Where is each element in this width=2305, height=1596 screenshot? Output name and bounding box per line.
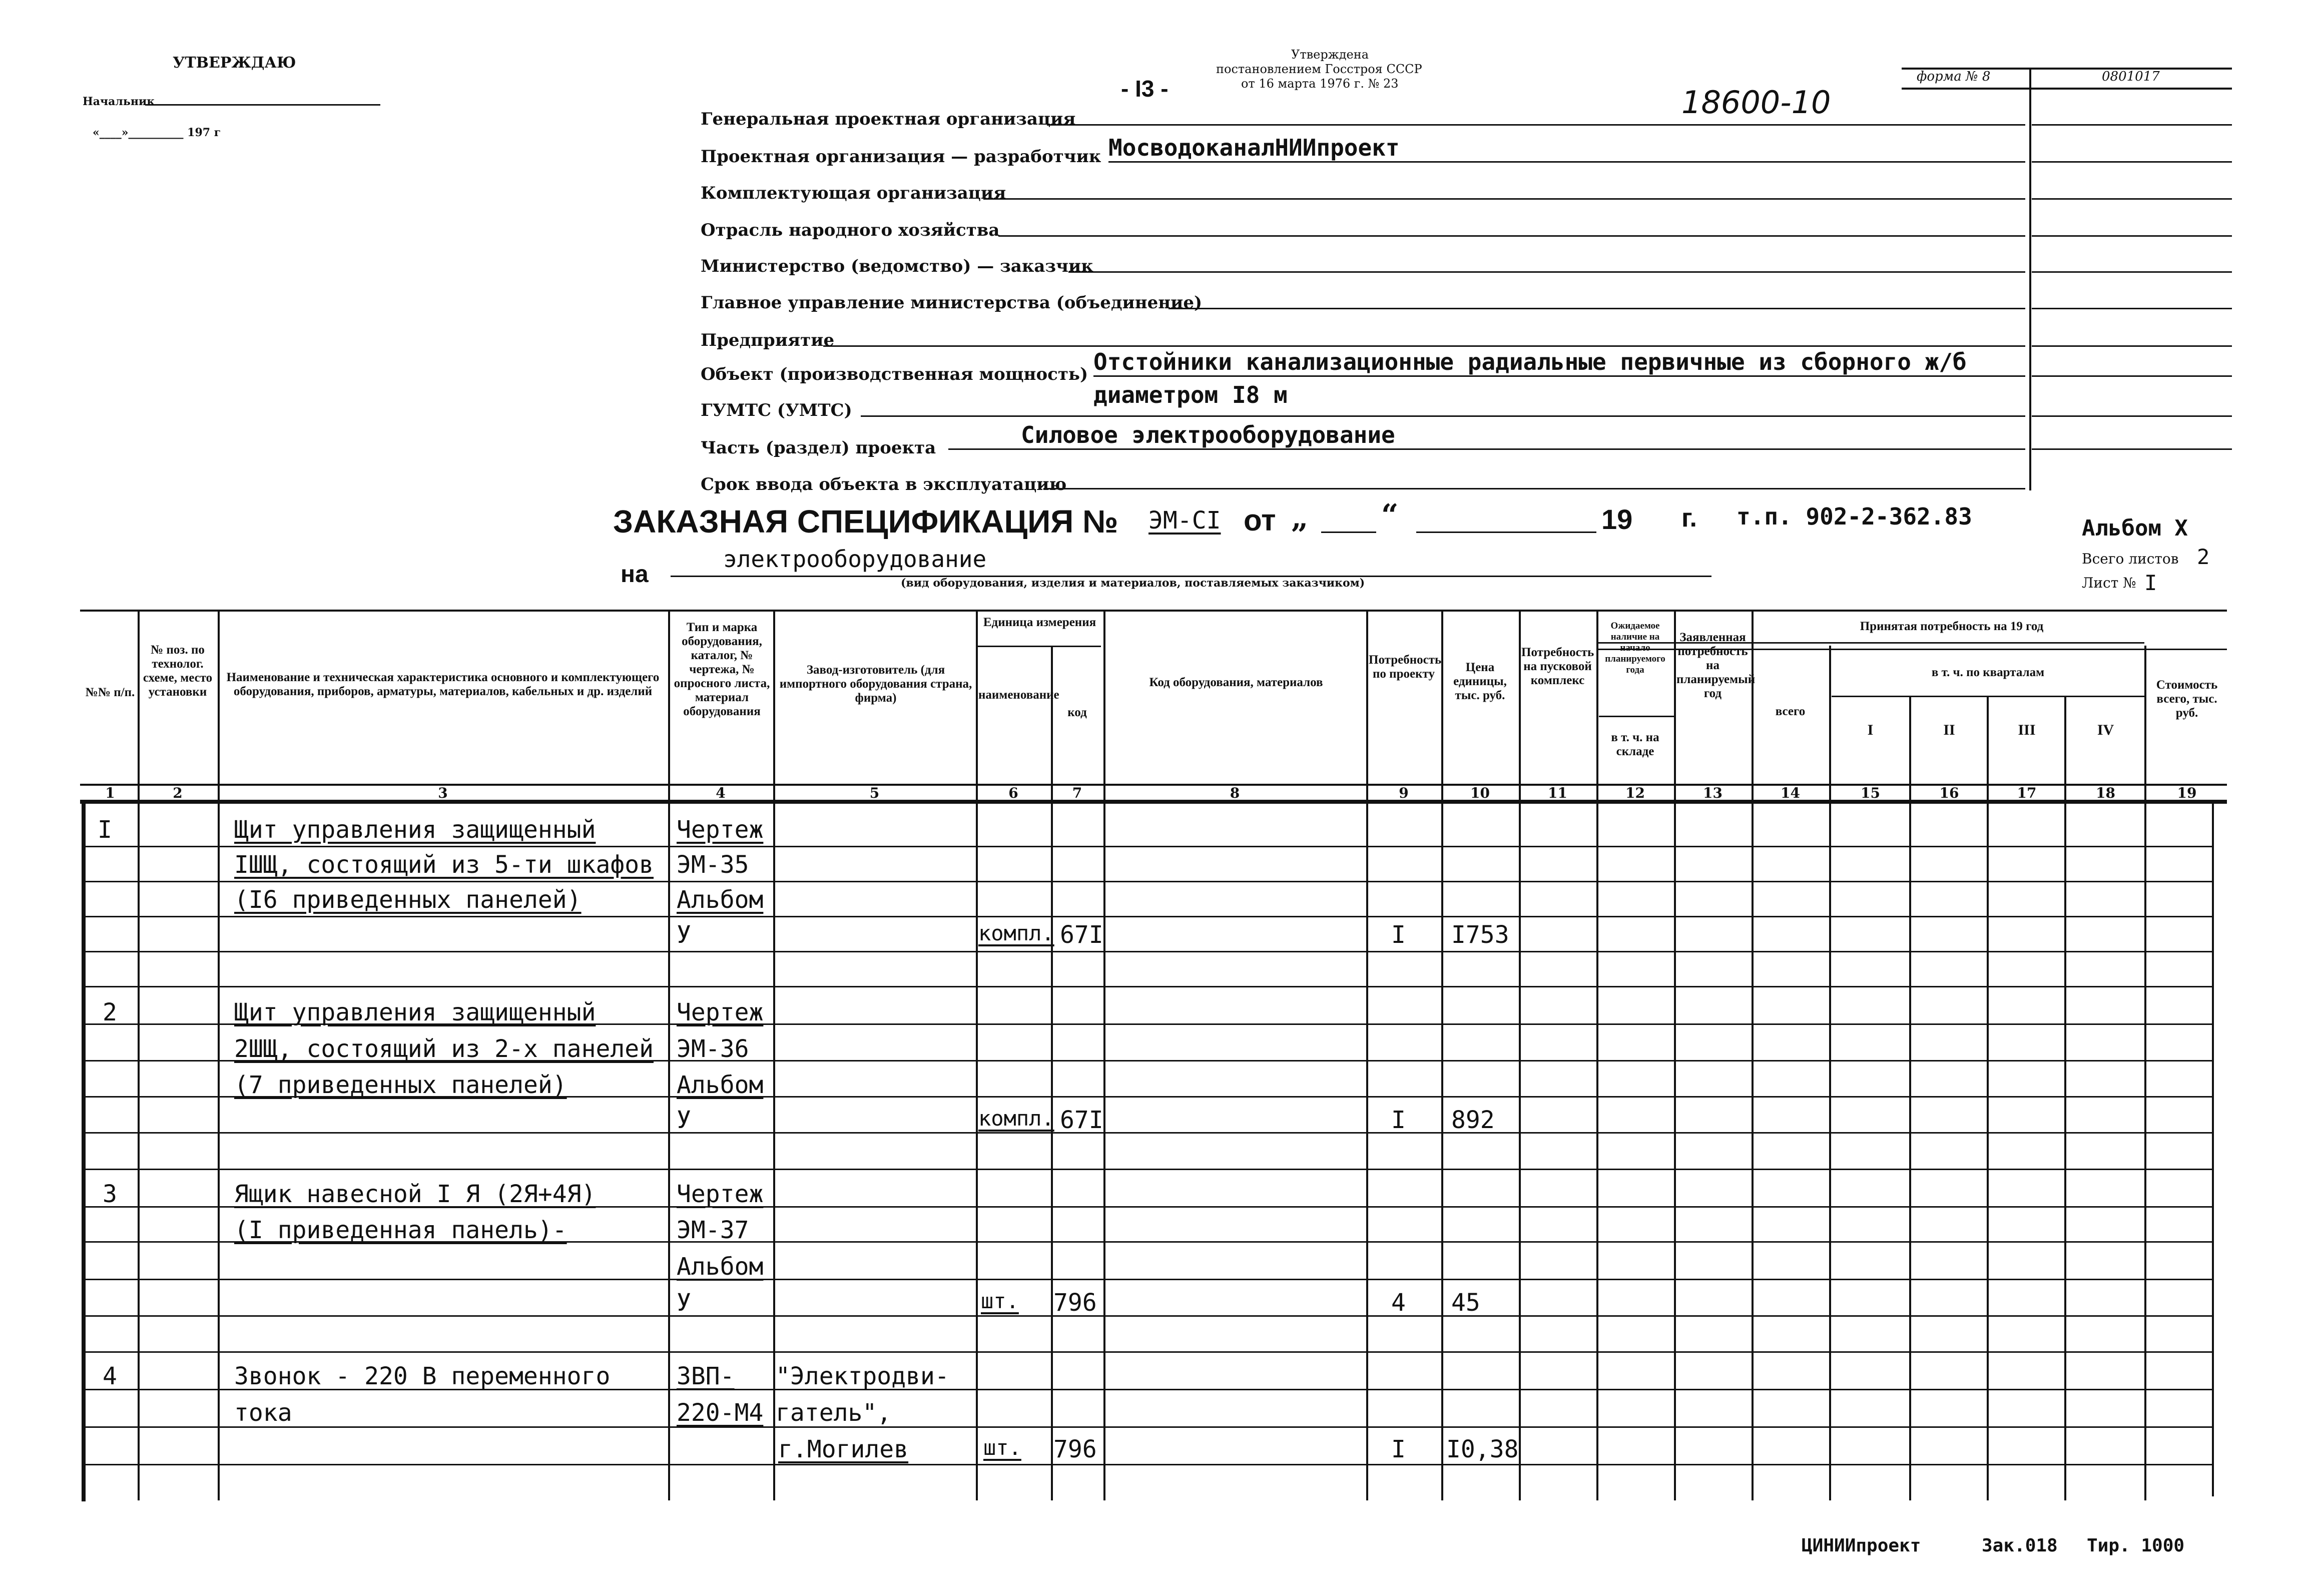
row-type-line: ЭМ-37 bbox=[677, 1216, 749, 1244]
header-c12: Ожидаемое наличие на начало планируемого года bbox=[1605, 621, 1665, 675]
row-unit-code: 67I bbox=[1060, 921, 1103, 949]
spec-month-line bbox=[1416, 531, 1596, 533]
spec-from: от bbox=[1244, 503, 1276, 537]
col-sep bbox=[218, 610, 220, 1500]
field-line bbox=[1043, 488, 2025, 489]
sheet-value: I bbox=[2144, 571, 2157, 595]
row-line bbox=[83, 986, 2212, 987]
colnum: 10 bbox=[1470, 785, 1490, 801]
row-price: 892 bbox=[1451, 1106, 1495, 1134]
row-type-line: Чертеж bbox=[677, 816, 764, 844]
field-value-project-part: Силовое электрооборудование bbox=[1021, 421, 1395, 448]
row-type-line: Альбом bbox=[677, 1071, 764, 1099]
row-line bbox=[83, 951, 2212, 952]
row-name-line: Щит управления защищенный bbox=[234, 998, 596, 1026]
field-value-object: Отстойники канализационные радиальные первичные из сборного ж/б bbox=[1093, 348, 1967, 375]
row-type-line: Чертеж bbox=[677, 998, 764, 1026]
field-label-complect-org: Комплектующая организация bbox=[701, 183, 1006, 203]
row-unit: компл. bbox=[978, 921, 1054, 945]
field-label-developer: Проектная организация — разработчик bbox=[701, 147, 1101, 167]
header-c8: Код оборудования, материалов bbox=[1149, 676, 1323, 689]
row-maker-line: гатель", bbox=[776, 1399, 892, 1427]
row-name-line: Ящик навесной I Я (2Я+4Я) bbox=[234, 1180, 596, 1208]
row-name-line: Звонок - 220 В переменного bbox=[234, 1362, 611, 1390]
row-line bbox=[83, 1169, 2212, 1170]
row-num: 2 bbox=[103, 998, 117, 1026]
right-line bbox=[2032, 161, 2232, 163]
unit-group-line bbox=[976, 646, 1101, 647]
row-price: I0,38 bbox=[1446, 1435, 1519, 1463]
header-c9: Потребность по проекту bbox=[1369, 653, 1442, 681]
row-price: 45 bbox=[1451, 1289, 1480, 1317]
header-c5: Завод-изготовитель (для импортного оборудования страна, фирма) bbox=[779, 663, 972, 705]
header-q4: IV bbox=[2097, 722, 2114, 738]
footer-org: ЦИНИИпроект bbox=[1802, 1535, 1921, 1556]
row-line bbox=[83, 1279, 2212, 1280]
form-label: форма № 8 bbox=[1917, 69, 1991, 84]
decree-line1: Утверждена bbox=[1291, 48, 1369, 62]
field-line bbox=[948, 448, 2025, 450]
spec-quote-open: „ bbox=[1291, 500, 1309, 536]
row-name-line: (7 приведенных панелей) bbox=[234, 1071, 567, 1099]
approval-date-line: «____»__________ 197 г bbox=[93, 126, 221, 139]
header-c19: Стоимость всего, тыс. руб. bbox=[2156, 678, 2218, 720]
field-label-main-directorate: Главное управление министерства (объединение) bbox=[701, 293, 1203, 313]
form-box-line bbox=[1902, 88, 2232, 90]
row-maker-line: г.Могилев bbox=[778, 1435, 909, 1463]
col-sep bbox=[976, 610, 978, 1500]
row-unit: шт. bbox=[981, 1289, 1019, 1313]
form-box-divider bbox=[2029, 68, 2031, 490]
spec-day-line bbox=[1321, 531, 1376, 533]
col-sep bbox=[1051, 646, 1053, 1500]
approval-title: УТВЕРЖДАЮ bbox=[173, 54, 296, 72]
colnum: 12 bbox=[1625, 785, 1645, 801]
col-sep-right bbox=[2212, 801, 2214, 1496]
row-name-line: Щит управления защищенный bbox=[234, 816, 596, 844]
field-label-commission-date: Срок ввода объекта в эксплуатацию bbox=[701, 474, 1067, 494]
field-label-general-org: Генеральная проектная организация bbox=[701, 109, 1076, 129]
colnum: 17 bbox=[2017, 785, 2037, 801]
spec-subject-note: (вид оборудования, изделия и материалов, поставляемых заказчиком) bbox=[901, 577, 1365, 590]
table-top-line bbox=[80, 610, 2227, 612]
col-sep bbox=[2144, 646, 2146, 1500]
row-type-line: ЭМ-35 bbox=[677, 851, 749, 879]
field-line bbox=[823, 345, 2025, 347]
row-type-line: ЭМ-36 bbox=[677, 1035, 749, 1063]
table-left-border bbox=[82, 801, 86, 1501]
total-sheets-value: 2 bbox=[2197, 545, 2210, 569]
right-line bbox=[2032, 235, 2232, 237]
header-c2: № поз. по технолог. схеме, место установки bbox=[143, 643, 213, 699]
col-sep bbox=[1752, 610, 1754, 1500]
right-line bbox=[2032, 448, 2232, 450]
col-sep bbox=[1987, 696, 1989, 1500]
form-code: 0801017 bbox=[2102, 69, 2160, 84]
colnum: 9 bbox=[1399, 785, 1409, 801]
field-line bbox=[1169, 308, 2025, 309]
spec-na: на bbox=[621, 561, 649, 588]
row-maker-line: "Электродви- bbox=[776, 1362, 949, 1390]
row-num: 3 bbox=[103, 1180, 117, 1208]
row-name-line: IШЩ, состоящий из 5-ти шкафов bbox=[234, 851, 654, 879]
header-q2: II bbox=[1943, 722, 1955, 738]
col-sep bbox=[1674, 610, 1676, 1500]
colnum: 3 bbox=[438, 785, 448, 801]
field-line bbox=[1108, 161, 2025, 163]
header-c1: №№ п/п. bbox=[85, 686, 135, 699]
row-line bbox=[83, 1351, 2212, 1353]
header-quarters: в т. ч. по кварталам bbox=[1931, 666, 2045, 679]
colnum: 18 bbox=[2096, 785, 2115, 801]
field-value-object-2: диаметром I8 м bbox=[1093, 381, 1288, 408]
spec-year: 19 bbox=[1601, 503, 1633, 535]
approval-chief-label: Начальник bbox=[83, 95, 155, 108]
spec-tp: т.п. 902-2-362.83 bbox=[1737, 503, 1972, 530]
row-unit: компл. bbox=[978, 1106, 1054, 1131]
form-box-top bbox=[1902, 68, 2232, 70]
row-qty: I bbox=[1391, 1435, 1406, 1463]
row-name-line: (I6 приведенных панелей) bbox=[234, 886, 582, 914]
row-type-line: 220-М4 bbox=[677, 1399, 764, 1427]
col-sep bbox=[1366, 610, 1368, 1500]
header-c13: Заявленная потребность на планируемый год bbox=[1676, 631, 1756, 700]
colnum: 16 bbox=[1939, 785, 1959, 801]
col-sep bbox=[1519, 610, 1521, 1500]
header-c11: Потребность на пусковой комплекс bbox=[1521, 646, 1594, 687]
row-line bbox=[83, 881, 2212, 882]
field-line bbox=[998, 235, 2025, 237]
col-sep bbox=[1596, 610, 1598, 1500]
spec-g: г. bbox=[1681, 503, 1697, 533]
header-c4: Тип и марка оборудования, каталог, № чертежа, № опросного листа, материал оборудования bbox=[674, 621, 770, 718]
document-code: 18600-10 bbox=[1681, 84, 1831, 121]
field-line bbox=[1047, 124, 2025, 126]
field-value-developer: МосводоканалНИИпроект bbox=[1108, 134, 1400, 161]
field-label-gumts: ГУМТС (УМТС) bbox=[701, 400, 852, 420]
page-number: - I3 - bbox=[1121, 76, 1169, 102]
row-type-line: У bbox=[677, 1106, 691, 1134]
row-line bbox=[83, 846, 2212, 847]
colnum: 11 bbox=[1548, 785, 1567, 801]
spec-subject: электрооборудование bbox=[723, 546, 987, 573]
field-line bbox=[983, 198, 2025, 200]
header-c7: код bbox=[1067, 706, 1087, 719]
right-line bbox=[2032, 124, 2232, 126]
colnum: 1 bbox=[105, 785, 115, 801]
field-label-enterprise: Предприятие bbox=[701, 330, 835, 350]
row-name-line: тока bbox=[234, 1399, 292, 1427]
row-line bbox=[83, 1132, 2212, 1134]
row-type-line: У bbox=[677, 1289, 691, 1317]
row-line bbox=[83, 1464, 2212, 1465]
header-q1: I bbox=[1867, 722, 1874, 738]
col-sep bbox=[1441, 610, 1443, 1500]
row-type-line: У bbox=[677, 921, 691, 949]
header-q3: III bbox=[2018, 722, 2036, 738]
colnum: 7 bbox=[1072, 785, 1082, 801]
colnum: 15 bbox=[1861, 785, 1880, 801]
row-type-line: Альбом bbox=[677, 1253, 764, 1281]
field-label-ministry: Министерство (ведомство) — заказчик bbox=[701, 256, 1093, 276]
header-c3: Наименование и техническая характеристика основного и комплектующего оборудования, приборов, арматуры, материалов, кабельных и др. изделий bbox=[226, 671, 660, 698]
col-sep bbox=[2064, 696, 2066, 1500]
spec-title: ЗАКАЗНАЯ СПЕЦИФИКАЦИЯ № bbox=[613, 503, 1118, 540]
right-line bbox=[2032, 415, 2232, 417]
row-unit-code: 796 bbox=[1053, 1435, 1097, 1463]
field-line bbox=[861, 415, 2025, 417]
right-line bbox=[2032, 198, 2232, 200]
header-unit-group: Единица измерения bbox=[983, 616, 1096, 629]
colnum: 6 bbox=[1008, 785, 1018, 801]
row-unit: шт. bbox=[983, 1435, 1021, 1460]
colnum: 4 bbox=[716, 785, 726, 801]
colnum: 19 bbox=[2177, 785, 2197, 801]
colnum: 13 bbox=[1703, 785, 1722, 801]
spec-quote-close: “ bbox=[1381, 498, 1399, 533]
col-sep bbox=[138, 610, 140, 1500]
decree-line2: постановлением Госстроя СССР bbox=[1216, 62, 1422, 76]
approval-chief-line bbox=[145, 104, 380, 106]
header-c6: наименование bbox=[978, 688, 1059, 702]
header-accepted: Принятая потребность на 19 год bbox=[1860, 620, 2044, 633]
field-line bbox=[1093, 375, 2025, 377]
row-qty: I bbox=[1391, 1106, 1406, 1134]
decree-line3: от 16 марта 1976 г. № 23 bbox=[1241, 77, 1399, 91]
colnum: 2 bbox=[173, 785, 183, 801]
album-label: Альбом X bbox=[2082, 515, 2188, 541]
row-price: I753 bbox=[1451, 921, 1509, 949]
row-num: I bbox=[98, 816, 112, 844]
row-line bbox=[83, 1315, 2212, 1317]
row-unit-code: 796 bbox=[1053, 1289, 1097, 1317]
field-label-project-part: Часть (раздел) проекта bbox=[701, 438, 936, 458]
row-name-line: (I приведенная панель)- bbox=[234, 1216, 567, 1244]
row-num: 4 bbox=[103, 1362, 117, 1390]
sheet-label: Лист № bbox=[2082, 575, 2136, 591]
row-line bbox=[83, 916, 2212, 917]
total-sheets-label: Всего листов bbox=[2082, 551, 2179, 567]
footer-tirazh: Тир. 1000 bbox=[2087, 1535, 2185, 1556]
right-line bbox=[2032, 271, 2232, 273]
row-line bbox=[83, 1426, 2212, 1428]
row-unit-code: 67I bbox=[1060, 1106, 1103, 1134]
row-type-line: Альбом bbox=[677, 886, 764, 914]
right-line bbox=[2032, 308, 2232, 309]
header-c14: всего bbox=[1775, 705, 1806, 718]
row-qty: 4 bbox=[1391, 1289, 1406, 1317]
col-sep bbox=[1103, 610, 1105, 1500]
colnum: 8 bbox=[1230, 785, 1240, 801]
colnum: 14 bbox=[1781, 785, 1800, 801]
col-sep bbox=[668, 610, 670, 1500]
c12-split-line bbox=[1599, 716, 1674, 717]
col-sep bbox=[1829, 646, 1831, 1500]
col-sep bbox=[773, 610, 775, 1500]
right-line bbox=[2032, 375, 2232, 377]
col-sep bbox=[1909, 696, 1911, 1500]
row-qty: I bbox=[1391, 921, 1406, 949]
row-name-line: 2ШЩ, состоящий из 2-х панелей bbox=[234, 1035, 654, 1063]
field-label-industry: Отрасль народного хозяйства bbox=[701, 220, 1000, 240]
colnum: 5 bbox=[869, 785, 880, 801]
footer-order: Зак.018 bbox=[1982, 1535, 2058, 1556]
spec-number: ЭМ-СI bbox=[1148, 506, 1221, 535]
right-line bbox=[2032, 345, 2232, 347]
header-c10: Цена единицы, тыс. руб. bbox=[1453, 661, 1507, 702]
row-type-line: Чертеж bbox=[677, 1180, 764, 1208]
header-c12b: в т. ч. на складе bbox=[1611, 731, 1659, 758]
row-type-line: ЗВП- bbox=[677, 1362, 735, 1390]
field-line bbox=[1068, 271, 2025, 273]
field-label-object: Объект (производственная мощность) bbox=[701, 364, 1088, 384]
